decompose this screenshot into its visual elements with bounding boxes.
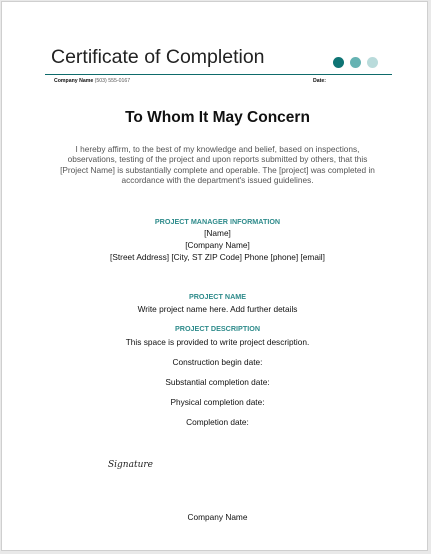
certificate-page [1,1,428,551]
project-description-text: This space is provided to write project description. [125,337,310,347]
dot-icon [333,57,344,68]
phone-number: (503) 555-0167 [94,78,131,84]
company-phone-line [54,78,130,84]
manager-name: [Name] [204,228,231,238]
manager-section-title: PROJECT MANAGER INFORMATION [154,217,281,226]
date-label: Date: [313,78,326,84]
physical-completion-date: Physical completion date: [170,397,265,407]
manager-company: [Company Name] [185,240,250,250]
salutation-heading: To Whom It May Concern [125,109,310,126]
project-name-title: PROJECT NAME [188,292,247,301]
completion-date: Completion date: [186,417,249,427]
footer-company-name: Company Name [187,512,248,522]
construction-begin-date: Construction begin date: [172,357,263,367]
project-description-title: PROJECT DESCRIPTION [174,324,261,333]
signature-label: Signature [108,460,154,470]
project-name-text: Write project name here. Add further details [137,304,298,314]
substantial-completion-date: Substantial completion date: [165,377,270,387]
manager-address: [Street Address] [City, ST ZIP Code] Phone [phone] [email] [110,252,325,262]
dot-icon [367,57,378,68]
header-divider [45,74,392,75]
company-label: Company Name [54,78,94,84]
dot-icon [350,57,361,68]
certificate-title: Certificate of Completion [51,46,265,68]
affirmation-paragraph: I hereby affirm, to the best of my knowledge and belief, based on inspections, observations, testing of the project and upon reports submitted by others, that this [Project Name] is substantially complete and operable. The [project] was completed in accordance with the department's issued guidelines. [60,144,375,186]
